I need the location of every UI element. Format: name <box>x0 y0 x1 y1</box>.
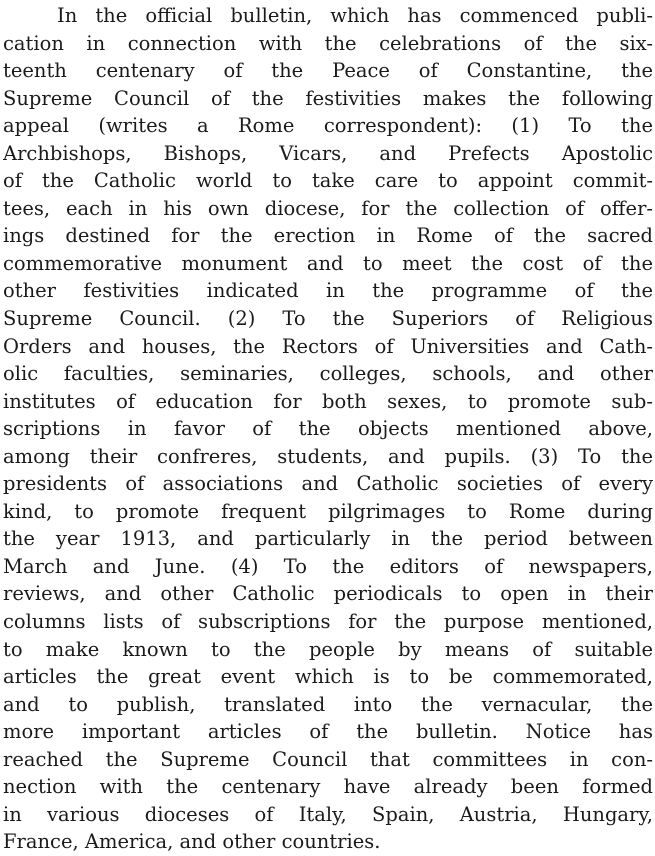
text-line: the year 1913, and particularly in the period between <box>3 527 653 551</box>
text-line: March and June. (4) To the editors of newspapers, <box>3 554 653 578</box>
text-line: Supreme Council. (2) To the Superiors of Religious <box>3 307 653 331</box>
text-line: reviews, and other Catholic periodicals to open in their <box>3 582 653 606</box>
text-line: presidents of associations and Catholic societies of every <box>3 472 653 496</box>
text-line: among their confreres, students, and pupils. (3) To the <box>3 444 653 468</box>
text-line: appeal (writes a Rome correspondent): (1) To the <box>3 114 653 138</box>
text-line: nection with the centenary have already been formed <box>3 775 653 799</box>
text-line: institutes of education for both sexes, to promote sub- <box>3 389 653 413</box>
text-line: other festivities indicated in the programme of the <box>3 279 653 303</box>
text-line: Supreme Council of the festivities makes the following <box>3 86 653 110</box>
text-line: kind, to promote frequent pilgrimages to Rome during <box>3 499 653 523</box>
text-line: columns lists of subscriptions for the purpose mentioned, <box>3 610 653 634</box>
text-line: Archbishops, Bishops, Vicars, and Prefects Apostolic <box>3 141 653 165</box>
text-line: commemorative monument and to meet the cost of the <box>3 251 653 275</box>
text-line: articles the great event which is to be commemorated, <box>3 665 653 689</box>
text-line: Orders and houses, the Rectors of Universities and Cath- <box>3 334 653 358</box>
text-line: more important articles of the bulletin. Notice has <box>3 720 653 744</box>
text-line: olic faculties, seminaries, colleges, schools, and other <box>3 362 653 386</box>
text-line: and to publish, translated into the vernacular, the <box>3 692 653 716</box>
text-line: France, America, and other countries. <box>3 830 381 854</box>
text-line: of the Catholic world to take care to appoint commit- <box>3 169 653 193</box>
article-paragraph <box>3 2 653 856</box>
text-line: in various dioceses of Italy, Spain, Austria, Hungary, <box>3 802 653 826</box>
text-line: In the official bulletin, which has commenced publi- <box>57 4 653 27</box>
text-line: reached the Supreme Council that committees in con- <box>3 747 653 771</box>
text-line: scriptions in favor of the objects mentioned above, <box>3 417 653 441</box>
text-line: ings destined for the erection in Rome of the sacred <box>3 224 653 248</box>
text-line: tees, each in his own diocese, for the collection of offer- <box>3 196 653 220</box>
text-line: to make known to the people by means of suitable <box>3 637 653 661</box>
text-line: teenth centenary of the Peace of Constantine, the <box>3 59 653 83</box>
text-line: cation in connection with the celebrations of the six- <box>3 31 653 55</box>
